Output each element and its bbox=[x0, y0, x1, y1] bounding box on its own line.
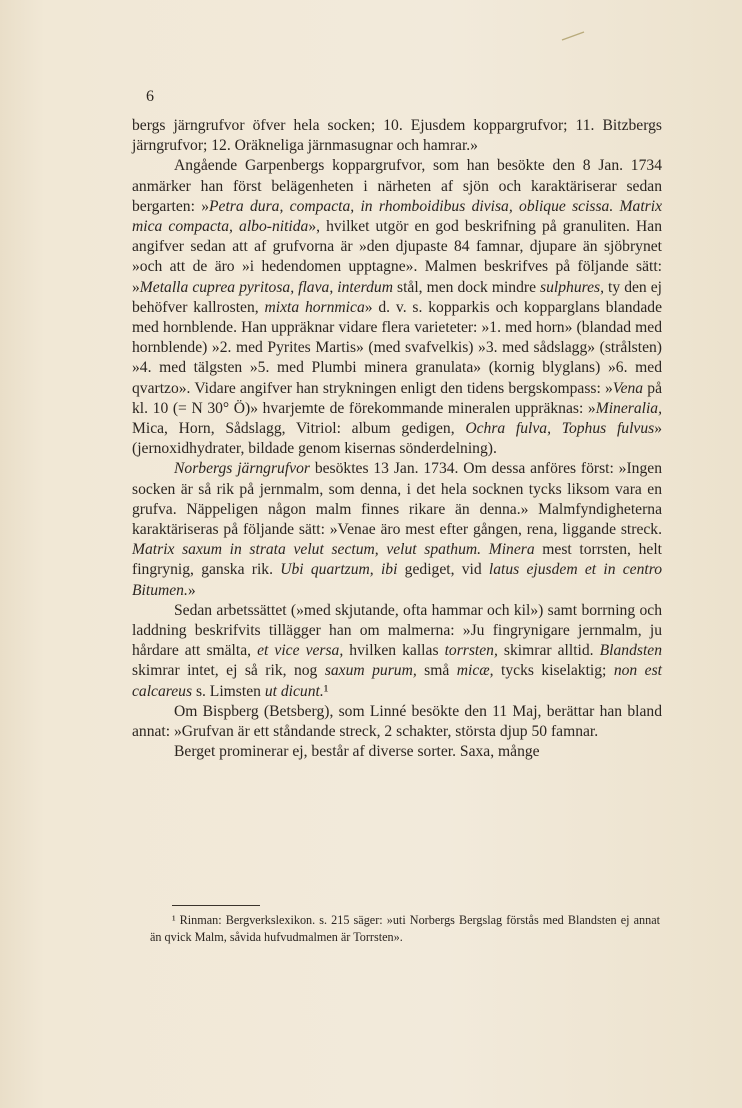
italic-text: Norbergs järngrufvor bbox=[174, 460, 310, 478]
text-run: Angående Garpenbergs koppargrufvor, som han besökte den 8 Jan. 1734 anmärker han först belägenheten i närheten af sjön och karaktäriserar sedan bergarten: » bbox=[132, 157, 662, 215]
italic-text: Ochra fulva, Tophus fulvus bbox=[465, 420, 655, 438]
italic-text: Ubi quartzum, ibi bbox=[280, 561, 398, 579]
footnote-text: Rinman: Bergverkslexikon. s. 215 säger: »uti Norbergs Bergslag förstås med Blandsten ej annat än qvick Malm, såvida hufvudmalmen är Torrsten». bbox=[150, 913, 660, 944]
body-text bbox=[132, 116, 662, 763]
italic-text: Blandsten bbox=[599, 642, 662, 660]
footnote-marker: ¹ bbox=[172, 913, 176, 927]
text-run: s. Limsten bbox=[192, 682, 265, 700]
text-run: tycks kiselaktig; bbox=[493, 662, 614, 680]
text-run: skimrar alltid. bbox=[497, 642, 600, 660]
paragraph bbox=[132, 742, 662, 762]
italic-text: torrsten, bbox=[444, 642, 498, 660]
italic-text: mixta hornmica bbox=[264, 298, 365, 316]
footnote-divider bbox=[172, 905, 260, 906]
italic-text: sulphures, bbox=[540, 278, 605, 296]
paragraph bbox=[132, 459, 662, 600]
text-run: ¹ bbox=[323, 682, 329, 700]
text-run: » d. v. s. kopparkis och kopparglans blandade med hornblende. Han uppräknar vidare flera varieteter: »1. med horn» (blandad med hornblende) »2. med Pyrites Martis» (med svafvelkis) »3. med sådslagg» (strålsten) »4. med tälgsten »5. med Plumbi minera granulata» (kornig blyglans) »6. med qvartzo». Vidare angifver han strykningen enligt den tidens bergskompass: » bbox=[132, 298, 662, 397]
paragraph bbox=[132, 156, 662, 459]
italic-text: Vena bbox=[612, 379, 644, 397]
text-run: » bbox=[187, 581, 196, 599]
text-run: bergs järngrufvor öfver hela socken; 10. Ejusdem koppargrufvor; 11. Bitzbergs järngrufvor; 12. Oräkneliga järnmasugnar och hamrar.» bbox=[132, 117, 662, 155]
italic-text: micæ, bbox=[456, 662, 494, 680]
text-run: Mica, Horn, Sådslagg, Vitriol: album gedigen, bbox=[132, 420, 466, 438]
italic-text: ut dicunt. bbox=[264, 682, 324, 700]
italic-text: Petra dura, compacta, in rhomboidibus divisa, oblique scissa. Matrix mica compacta, albo-nitida bbox=[132, 197, 662, 236]
text-run: » (jernoxidhydrater, bildade genom kisernas sönderdelning). bbox=[132, 420, 662, 458]
footnote bbox=[150, 912, 660, 946]
italic-text: latus ejusdem et in centro Bitumen. bbox=[132, 561, 663, 599]
text-run: ty den ej behöfver kallrosten, bbox=[132, 278, 663, 316]
text-run: små bbox=[416, 662, 457, 680]
italic-text: Metalla cuprea pyritosa, flava, interdum bbox=[139, 278, 393, 296]
text-run: besöktes 13 Jan. 1734. Om dessa anföres först: »Ingen socken är så rik på jernmalm, som denna, i det hela socknen tycks liksom vara en grufva. Näppeligen någon malm finnes rikare än denna.» Malmfyndigheterna karaktäriseras på följande sätt: »Venae äro mest efter gången, rena, liggande streck. bbox=[132, 460, 662, 539]
paragraph bbox=[132, 116, 662, 156]
text-run: Sedan arbetssättet (»med skjutande, ofta hammar och kil») samt borrning och laddning beskrifvits tillägger han om malmerna: »Ju fingrynigare jernmalm, ju hårdare att smälta, bbox=[132, 601, 662, 660]
italic-text: Mineralia, bbox=[595, 399, 662, 417]
italic-text: et vice versa, bbox=[257, 642, 344, 660]
text-run: på kl. 10 (= N 30° Ö)» hvarjemte de förekommande mineralen uppräknas: » bbox=[132, 379, 662, 417]
text-run: Om Bispberg (Betsberg), som Linné besökte den 11 Maj, berättar han bland annat: »Grufvan är ett ståndande streck, 2 schakter, största djup 50 famnar. bbox=[132, 702, 662, 741]
paragraph bbox=[132, 702, 662, 742]
text-run: gediget, vid bbox=[397, 561, 489, 579]
pencil-mark bbox=[560, 30, 586, 42]
italic-text: Matrix saxum in strata velut sectum, velut spathum. Minera bbox=[132, 541, 535, 559]
italic-text: saxum purum, bbox=[324, 662, 417, 680]
text-run: skimrar intet, ej så rik, nog bbox=[132, 662, 325, 680]
italic-text: non est calcareus bbox=[132, 662, 662, 700]
text-run: hvilken kallas bbox=[343, 642, 445, 660]
text-run: stål, men dock mindre bbox=[392, 278, 541, 296]
page-number: 6 bbox=[146, 88, 154, 105]
text-run: mest torrsten, helt fingrynig, ganska rik. bbox=[132, 541, 662, 579]
text-run: Berget prominerar ej, består af diverse sorter. Saxa, månge bbox=[174, 743, 540, 761]
paragraph bbox=[132, 601, 662, 702]
text-run: », hvilket utgör en god beskrifning på granuliten. Han angifver sedan att af grufvorna är »den djupaste 84 famnar, djupare än sjöbrynet »och att de äro »i hedendomen upptagne». Malmen beskrifves på följande sätt: » bbox=[132, 218, 663, 296]
